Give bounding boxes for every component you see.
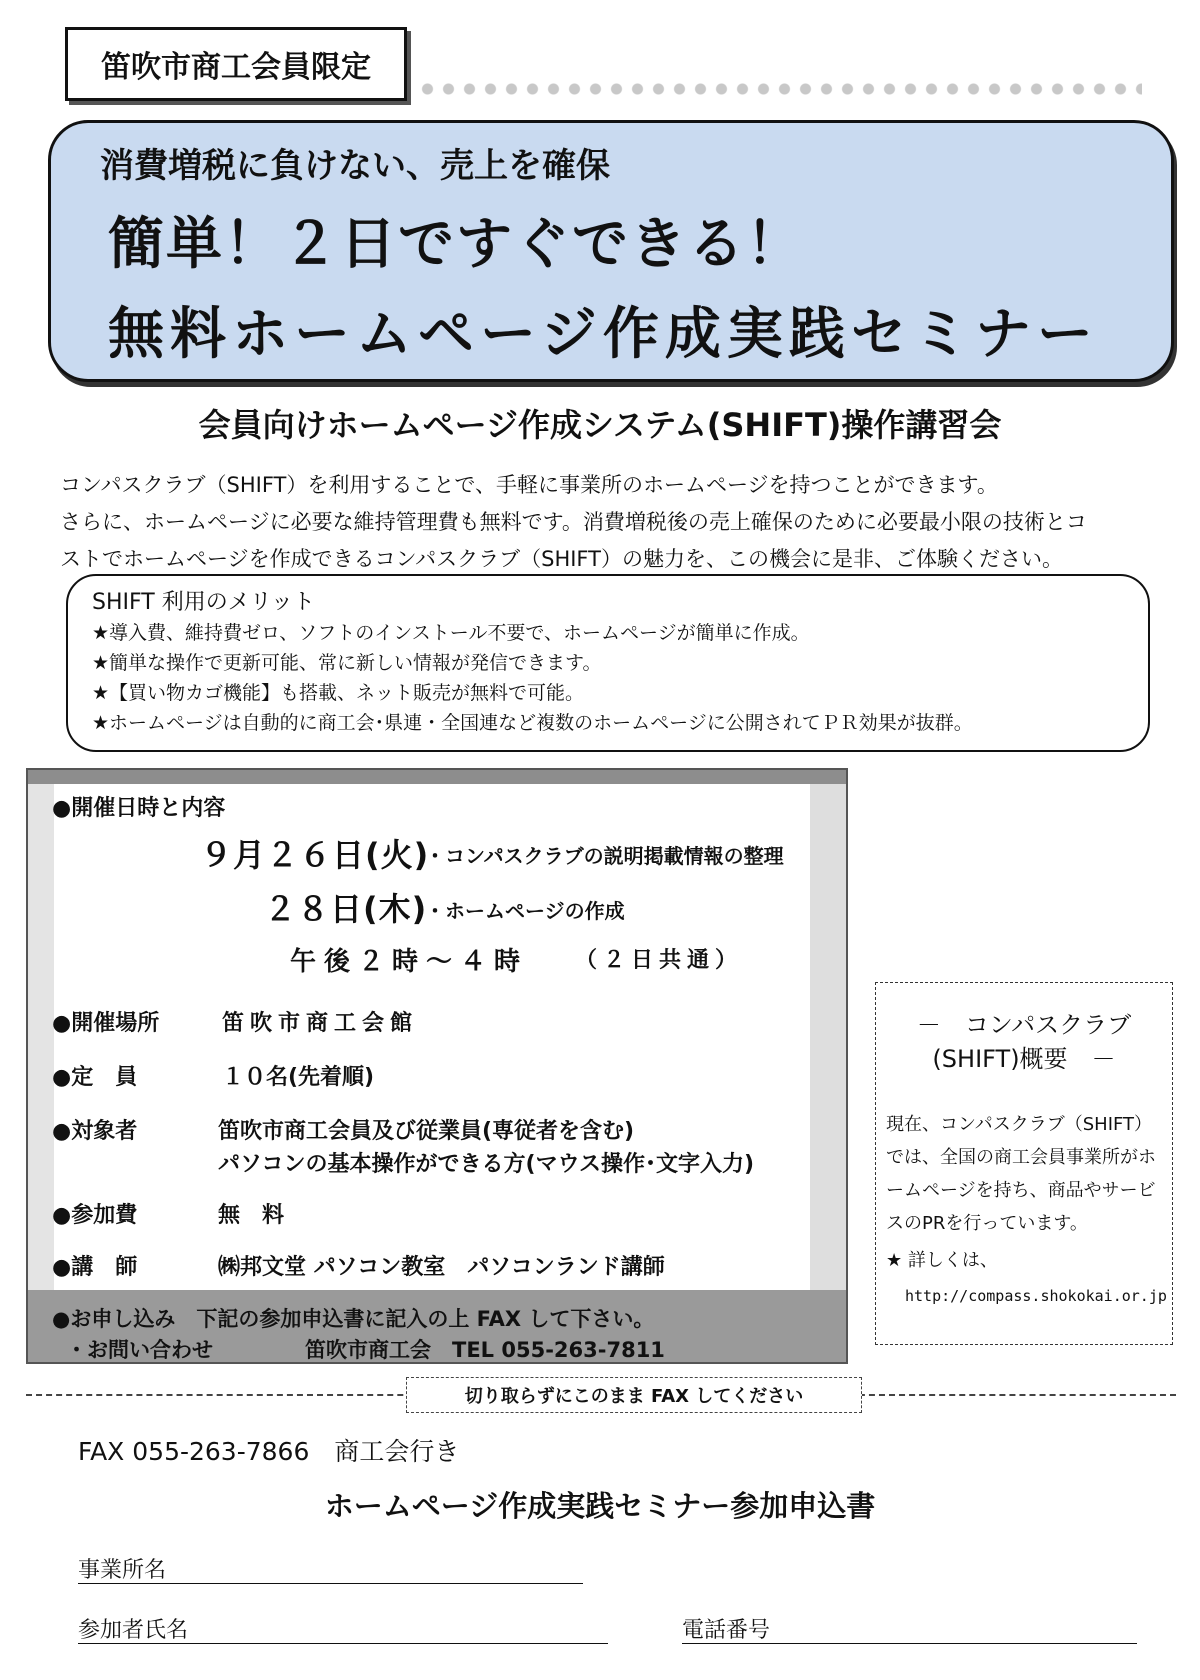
title-line-1: 簡単！２日ですぐできる！ [108, 212, 804, 277]
fax-line: FAX 055-263-7866 商工会行き [78, 1437, 460, 1466]
cut-label-box [406, 1377, 862, 1413]
event-frame-right [810, 784, 846, 1290]
sidebar-title [875, 1008, 1173, 1076]
target-value-1: 笛吹市商工会員及び従業員(専従者を含む) [218, 1119, 635, 1144]
lecturer-value: ㈱邦文堂 パソコン教室 パソコンランド講師 [218, 1255, 665, 1280]
place-label: ●開催場所 [52, 1011, 160, 1036]
day2-desc: ・ホームページの作成 [425, 899, 625, 923]
event-time: 午後２時～４時 [290, 947, 529, 977]
lecturer-label: ●講 師 [52, 1255, 138, 1280]
intro-text [60, 467, 1160, 578]
dotted-divider [417, 82, 1142, 96]
phone-number-label: 電話番号 [682, 1618, 771, 1643]
compass-club-link[interactable]: http://compass.shokokai.or.jp [905, 1287, 1167, 1305]
merit-item: ★ホームページは自動的に商工会･県連・全国連など複数のホームページに公開されてＰＲ効果が抜群。 [92, 712, 973, 734]
participant-name-label: 参加者氏名 [78, 1618, 189, 1643]
page-subtitle: 会員向けホームページ作成システム(SHIFT)操作講習会 [198, 406, 1002, 444]
company-name-label: 事業所名 [78, 1558, 167, 1583]
event-time-note: （２日共通） [575, 948, 744, 973]
intro-line: コンパスクラブ（SHIFT）を利用することで、手軽に事業所のホームページを持つことができます。 [60, 473, 998, 497]
fee-value: 無 料 [218, 1203, 285, 1228]
merits-list [92, 618, 973, 738]
intro-line: ストでホームページを作成できるコンパスクラブ（SHIFT）の魅力を、この機会に是非、ご体験ください。 [60, 547, 1063, 571]
place-value: 笛吹市商工会館 [222, 1011, 419, 1036]
title-subheading: 消費増税に負けない、売上を確保 [100, 146, 610, 186]
sidebar-title-line: (SHIFT)概要 － [932, 1045, 1116, 1073]
company-name-field[interactable] [78, 1583, 583, 1584]
form-title: ホームページ作成実践セミナー参加申込書 [324, 1489, 876, 1523]
day1-desc: ・コンパスクラブの説明掲載情報の整理 [425, 844, 784, 868]
capacity-label: ●定 員 [52, 1065, 138, 1090]
inquiry-label: ・お問い合わせ [66, 1338, 213, 1362]
day2-date: ２８日(木) [264, 890, 428, 928]
capacity-value: １０名(先着順) [222, 1065, 375, 1090]
sidebar-more: ★ 詳しくは、 [886, 1250, 998, 1271]
event-frame-top [28, 770, 846, 784]
participant-name-field[interactable] [78, 1643, 608, 1644]
intro-line: さらに、ホームページに必要な維持管理費も無料です。消費増税後の売上確保のために必要最小限の技術とコ [60, 510, 1087, 534]
merits-title: SHIFT 利用のメリット [92, 590, 315, 615]
sidebar-title-line: － コンパスクラブ [916, 1011, 1132, 1039]
merit-item: ★【買い物カゴ機能】も搭載、ネット販売が無料で可能。 [92, 682, 585, 704]
event-frame-left [28, 784, 54, 1290]
merit-item: ★簡単な操作で更新可能、常に新しい情報が発信できます。 [92, 652, 602, 674]
apply-note: ●お申し込み 下記の参加申込書に記入の上 FAX して下さい。 [52, 1307, 655, 1331]
phone-number-field[interactable] [682, 1643, 1137, 1644]
day1-date: ９月２６日(火) [200, 836, 430, 874]
schedule-label: ●開催日時と内容 [52, 796, 226, 821]
cut-label: 切り取らずにこのまま FAX してください [464, 1386, 804, 1407]
merit-item: ★導入費、維持費ゼロ、ソフトのインストール不要で、ホームページが簡単に作成。 [92, 622, 810, 644]
title-line-2: 無料ホームページ作成実践セミナー [108, 302, 1099, 367]
members-only-label: 笛吹市商工会員限定 [101, 50, 371, 85]
fee-label: ●参加費 [52, 1203, 138, 1228]
members-only-tag [65, 27, 407, 101]
sidebar-body: 現在、コンパスクラブ（SHIFT）では、全国の商工会員事業所がホームページを持ち、商品やサービスのPRを行っています。 [886, 1114, 1156, 1234]
inquiry-value: 笛吹市商工会 TEL 055-263-7811 [305, 1338, 665, 1362]
target-label: ●対象者 [52, 1119, 138, 1144]
target-value-2: パソコンの基本操作ができる方(マウス操作･文字入力) [218, 1152, 755, 1177]
